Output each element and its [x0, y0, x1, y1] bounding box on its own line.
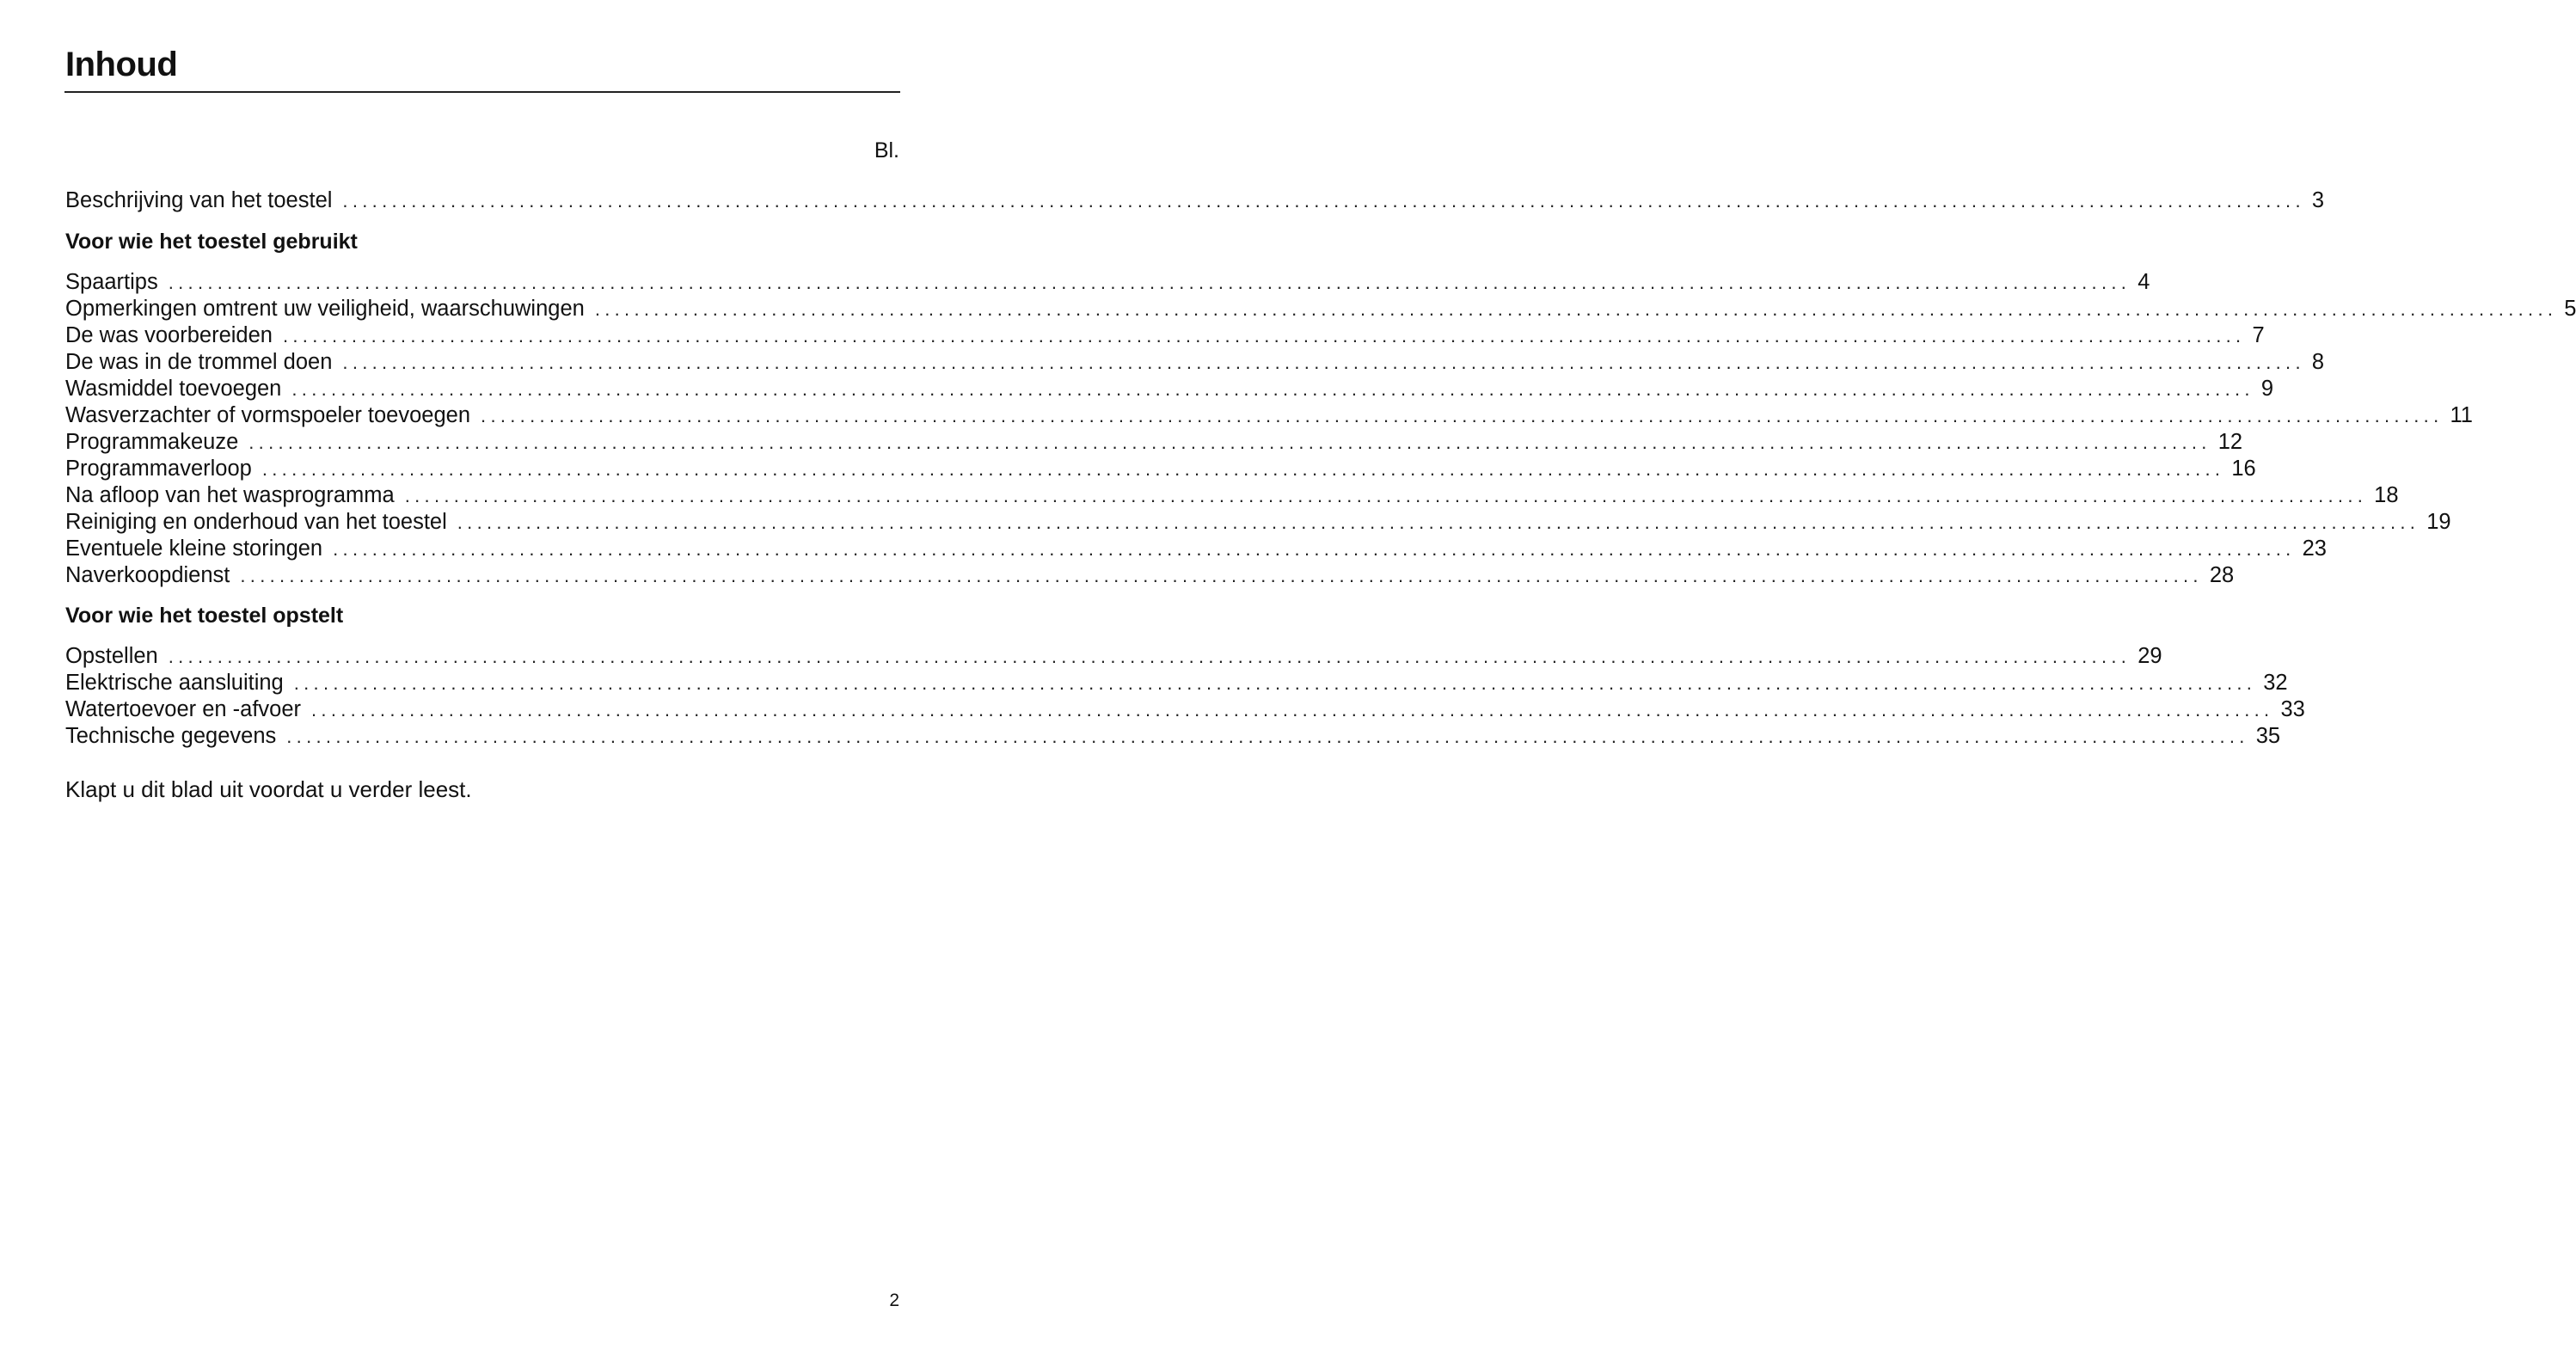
toc-entry-label: Technische gegevens — [65, 724, 277, 748]
toc-entry-page: 3 — [2311, 188, 2325, 212]
toc-entry — [65, 349, 2325, 376]
toc-entry-label: Programmakeuze — [65, 430, 239, 454]
toc-entry — [65, 269, 2150, 296]
toc-entry — [65, 670, 2288, 696]
dot-leader: ........................................................................................................................................................................................................ — [168, 646, 2131, 667]
toc-entry-page: 18 — [2374, 483, 2399, 507]
toc-entry-page: 9 — [2260, 377, 2274, 401]
dot-leader: ........................................................................................................................................................................................................ — [311, 699, 2274, 720]
toc-entry-label: Wasverzachter of vormspoeler toevoegen — [65, 403, 471, 427]
dot-leader: ........................................................................................................................................................................................................ — [457, 512, 2420, 533]
dot-leader: ........................................................................................................................................................................................................ — [286, 726, 2249, 747]
dot-leader: ........................................................................................................................................................................................................ — [168, 272, 2131, 293]
toc-entry — [65, 536, 2327, 562]
toc-entry-label: Eventuele kleine storingen — [65, 536, 323, 561]
toc-entry-label: Reiniging en onderhoud van het toestel — [65, 510, 447, 534]
toc-entry — [65, 696, 2305, 723]
toc-entry-page: 19 — [2426, 510, 2451, 534]
toc-entry — [65, 296, 2576, 322]
toc-entry-page: 32 — [2263, 671, 2288, 695]
toc-entry-page: 11 — [2450, 403, 2473, 427]
toc-entry — [65, 402, 2473, 429]
toc-entry-label: De was voorbereiden — [65, 323, 273, 347]
toc-entry-label: Watertoevoer en -afvoer — [65, 697, 302, 721]
dot-leader: ........................................................................................................................................................................................................ — [291, 378, 2254, 400]
instruction-note: Klapt u dit blad uit voordat u verder leest. — [65, 776, 472, 802]
toc-entry-label: Spaartips — [65, 270, 158, 294]
toc-entry — [65, 562, 2235, 589]
toc-entry-page: 29 — [2137, 644, 2162, 668]
dot-leader: ........................................................................................................................................................................................................ — [594, 298, 2558, 320]
toc-entry — [65, 456, 2256, 482]
toc-entry — [65, 643, 2162, 670]
toc-entry-label: Beschrijving van het toestel — [65, 188, 333, 212]
page-column-header: Bl. — [874, 138, 899, 162]
toc-entry-label: Naverkoopdienst — [65, 563, 230, 587]
toc-entry-page: 28 — [2209, 563, 2235, 587]
toc-entry-page: 4 — [2137, 270, 2150, 294]
page-title: Inhoud — [65, 46, 178, 83]
toc-entry-page: 35 — [2255, 724, 2281, 748]
dot-leader: ........................................................................................................................................................................................................ — [404, 485, 2368, 506]
dot-leader: ........................................................................................................................................................................................................ — [481, 405, 2444, 426]
toc-entry-page: 16 — [2231, 457, 2256, 481]
toc-entry-page: 12 — [2217, 430, 2243, 454]
toc-entry-page: 5 — [2564, 297, 2576, 321]
toc-entry — [65, 376, 2274, 402]
toc-entry-page: 8 — [2311, 350, 2325, 374]
toc-entry-label: Elektrische aansluiting — [65, 671, 284, 695]
toc-entry — [65, 509, 2451, 536]
toc-entry-page: 7 — [2252, 323, 2265, 347]
section-heading: Voor wie het toestel opstelt — [65, 604, 344, 628]
toc-entry — [65, 322, 2265, 349]
section-heading: Voor wie het toestel gebruikt — [65, 230, 358, 254]
dot-leader: ........................................................................................................................................................................................................ — [333, 538, 2296, 560]
title-divider — [64, 91, 900, 93]
dot-leader: ........................................................................................................................................................................................................ — [342, 190, 2305, 212]
toc-entry-label: Programmaverloop — [65, 457, 252, 481]
toc-entry-page: 33 — [2280, 697, 2305, 721]
toc-entry — [65, 482, 2399, 509]
toc-entry-page: 23 — [2302, 536, 2327, 561]
toc-entry — [65, 187, 2325, 214]
dot-leader: ........................................................................................................................................................................................................ — [261, 458, 2225, 480]
toc-entry-label: Wasmiddel toevoegen — [65, 377, 282, 401]
toc-entry-label: Opmerkingen omtrent uw veiligheid, waarschuwingen — [65, 297, 585, 321]
toc-entry-label: De was in de trommel doen — [65, 350, 333, 374]
dot-leader: ........................................................................................................................................................................................................ — [240, 565, 2203, 586]
dot-leader: ........................................................................................................................................................................................................ — [293, 672, 2257, 694]
toc-entry-label: Na afloop van het wasprogramma — [65, 483, 395, 507]
dot-leader: ........................................................................................................................................................................................................ — [282, 325, 2246, 346]
page-number: 2 — [889, 1291, 899, 1310]
dot-leader: ........................................................................................................................................................................................................ — [248, 432, 2211, 453]
toc-entry — [65, 429, 2243, 456]
dot-leader: ........................................................................................................................................................................................................ — [342, 352, 2305, 373]
toc-entry-label: Opstellen — [65, 644, 158, 668]
toc-entry — [65, 723, 2281, 750]
